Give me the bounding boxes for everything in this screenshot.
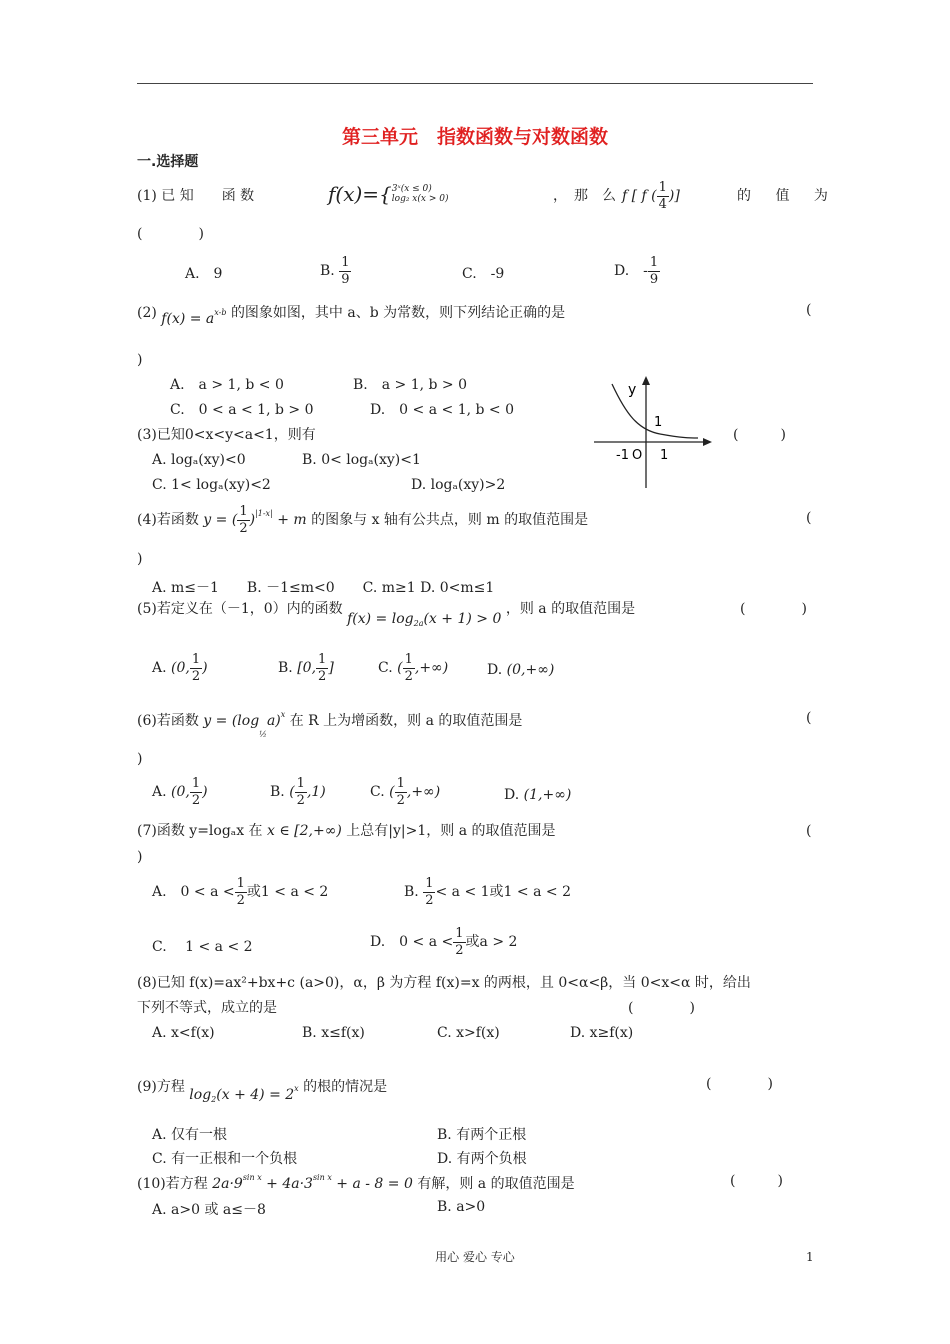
q1-answer-paren: ( ) — [137, 226, 204, 242]
q1-stem-c: 的 值 为 — [737, 188, 838, 204]
page-title: 第三单元 指数函数与对数函数 — [341, 126, 608, 148]
question-7-stem: (7)函数 y=logₐx 在 x ∈ [2,+∞) 上总有|y|>1，则 a 的取值范围是 — [137, 823, 556, 839]
q2-paren-left: ( — [806, 302, 812, 318]
q6-paren-right: ) — [137, 751, 143, 767]
graph-label-one-x: 1 — [660, 448, 669, 463]
q2-option-d: D. 0 < a < 1, b < 0 — [370, 402, 514, 418]
q7-option-a: A. 0 < a < $\frac{1}{2}$ 或1 < a < 2 — [152, 876, 329, 908]
q4-expression: y = ( $\frac{1}{2}$ )$^{|1-x|}$ + m — [203, 504, 307, 536]
q3-option-c: C. 1< logₐ(xy)<2 — [152, 477, 271, 493]
q1-option-d: D. - $\frac{1}{9}$ — [614, 255, 659, 287]
q3-option-a: A. logₐ(xy)<0 — [152, 452, 246, 468]
question-2-stem: (2) $f(x) = a^{x-b}$ 的图象如图，其中 a、b 为常数，则下列结论正确的是 — [137, 305, 566, 327]
question-9-stem: (9)方程 $\log_2(x + 4) = 2^x$ 的根的情况是 — [137, 1079, 388, 1104]
q7-option-d: D. 0 < a < $\frac{1}{2}$ 或a > 2 — [370, 926, 518, 958]
q5-option-c: C. ( $\frac{1}{2}$ ,+∞) — [378, 652, 449, 684]
question-10-stem: (10)若方程 $2a\cdot 9^{sin x} + 4a\cdot 3^{sin x} + a - 8 = 0$ 有解，则 a 的取值范围是 — [137, 1173, 575, 1192]
question-1-stem — [137, 188, 254, 205]
q3-option-b: B. 0< logₐ(xy)<1 — [302, 452, 421, 468]
q3-answer-paren: ( ) — [733, 427, 786, 443]
question-4-stem: (4)若函数 y = ( $\frac{1}{2}$ )$^{|1-x|}$ + m 的图象与 x 轴有公共点，则 m 的取值范围是 — [137, 504, 589, 536]
graph-x-arrow — [703, 438, 712, 446]
q4-options: A. m≤－1 B. －1≤m<0 C. m≥1 D. 0<m≤1 — [152, 580, 495, 596]
graph-label-y: y — [628, 382, 637, 398]
q5-expression: $f(x) = \log_{2a}(x + 1) > 0$ — [347, 611, 502, 628]
q5-option-d: D. (0,+∞) — [487, 662, 555, 678]
q4-paren-left: ( — [806, 510, 812, 526]
q8-answer-paren: ( ) — [628, 1000, 695, 1016]
q8-option-a: A. x<f(x) — [152, 1025, 215, 1041]
section-heading: 一.选择题 — [137, 154, 199, 170]
question-3-stem: (3)已知0<x<y<a<1，则有 — [137, 427, 316, 443]
q9-option-b: B. 有两个正根 — [437, 1127, 527, 1143]
q7-option-b: B. $\frac{1}{2}$ < a < 1或1 < a < 2 — [404, 876, 571, 908]
question-8-line-1: (8)已知 f(x)=ax²+bx+c (a>0)，α，β 为方程 f(x)=x 的两根，且 0<α<β，当 0<x<α 时，给出 — [137, 975, 751, 991]
q9-expression: $\log_2(x + 4) = 2^x$ — [189, 1084, 299, 1104]
q6-paren-left: ( — [806, 710, 812, 726]
q1-piecewise-function: f(x)={3ˣ(x ≤ 0) log₂ x(x > 0) — [328, 182, 449, 206]
q1-stem-a: (1) 已 知 函 数 — [137, 188, 255, 204]
question-5-stem: (5)若定义在（－1，0）内的函数 $f(x) = \log_{2a}(x + 1) > 0$ ，则 a 的取值范围是 — [137, 601, 636, 628]
q2-option-a: A. a > 1, b < 0 — [170, 377, 284, 393]
q1-option-a: A. 9 — [185, 266, 223, 282]
q9-answer-paren: ( ) — [706, 1076, 773, 1092]
q7-paren-left: ( — [806, 823, 812, 839]
q1-option-c: C. -9 — [462, 266, 505, 282]
q2-paren-right: ) — [137, 352, 143, 368]
q9-option-a: A. 仅有一根 — [152, 1127, 228, 1143]
page-number: 1 — [806, 1250, 814, 1264]
q1-stem-b: ， 那 么 — [553, 188, 616, 204]
q2-option-c: C. 0 < a < 1, b > 0 — [170, 402, 314, 418]
header-rule — [137, 83, 813, 84]
q1-option-b: B. $\frac{1}{9}$ — [320, 255, 350, 287]
q3-option-d: D. logₐ(xy)>2 — [411, 477, 506, 493]
q6-expression: $y = (\log_{\frac{1}{2}}a)^x$ — [203, 710, 286, 739]
graph-y-arrow — [642, 376, 650, 385]
q10-option-b: B. a>0 — [437, 1199, 486, 1215]
q6-option-d: D. (1,+∞) — [504, 787, 572, 803]
q2-function-graph — [590, 372, 720, 492]
q4-paren-right: ) — [137, 551, 143, 567]
question-8-line-2: 下列不等式，成立的是 — [137, 1000, 277, 1016]
q2-expression: $f(x) = a^{x-b}$ — [161, 308, 227, 327]
question-6-stem: (6)若函数 $y = (\log_{\frac{1}{2}}a)^x$ 在 R 上为增函数，则 a 的取值范围是 — [137, 710, 523, 739]
graph-label-origin: O — [632, 448, 643, 463]
q10-option-a: A. a>0 或 a≤－8 — [152, 1202, 266, 1218]
q9-option-c: C. 有一正根和一个负根 — [152, 1151, 298, 1167]
q6-option-a: A. (0, $\frac{1}{2}$ ) — [152, 776, 208, 808]
q10-expression: $2a\cdot 9^{sin x} + 4a\cdot 3^{sin x} + a - 8 = 0$ — [212, 1173, 413, 1192]
q6-option-b: B. ( $\frac{1}{2}$ ,1) — [270, 776, 326, 808]
q5-option-b: B. [0, $\frac{1}{2}$ ] — [278, 652, 334, 684]
q5-option-a: A. (0, $\frac{1}{2}$ ) — [152, 652, 208, 684]
page-footer: 用心 爱心 专心 — [435, 1250, 515, 1264]
q7-paren-right: ) — [137, 849, 143, 865]
q1-expression: f [ f ( $\frac{1}{4}$ )] — [622, 180, 680, 212]
q2-option-b: B. a > 1, b > 0 — [353, 377, 468, 393]
q8-option-b: B. x≤f(x) — [302, 1025, 365, 1041]
q5-answer-paren: ( ) — [740, 601, 807, 617]
q9-option-d: D. 有两个负根 — [437, 1151, 527, 1167]
q8-option-d: D. x≥f(x) — [570, 1025, 634, 1041]
q6-option-c: C. ( $\frac{1}{2}$ ,+∞) — [370, 776, 441, 808]
graph-label-one-y: 1 — [654, 415, 663, 430]
q10-answer-paren: ( ) — [730, 1173, 783, 1189]
q8-option-c: C. x>f(x) — [437, 1025, 500, 1041]
q7-option-c: C. 1 < a < 2 — [152, 939, 253, 955]
graph-label-neg-one: -1 — [616, 448, 629, 463]
